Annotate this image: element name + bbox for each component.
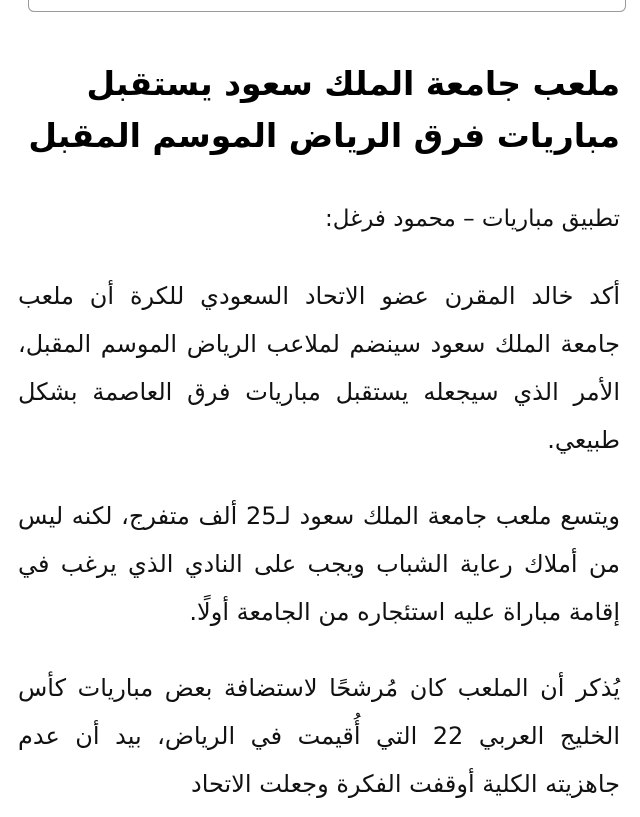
article [18,58,620,808]
article-paragraph-2: ويتسع ملعب جامعة الملك سعود لـ25 ألف متفرج، لكنه ليس من أملاك رعاية الشباب ويجب على النادي الذي يرغب في إقامة مباراة عليه استئجاره من الجامعة أولًا. [18,502,620,626]
article-paragraph-3: يُذكر أن الملعب كان مُرشحًا لاستضافة بعض مباريات كأس الخليج العربي 22 التي أُقيمت في الرياض، بيد أن عدم جاهزيته الكلية أوقفت الفكرة وجعلت الاتحاد [18,674,620,798]
article-headline: ملعب جامعة الملك سعود يستقبل مباريات فرق الرياض الموسم المقبل [28,64,620,155]
article-paragraph-1: أكد خالد المقرن عضو الاتحاد السعودي للكرة أن ملعب جامعة الملك سعود سينضم لملاعب الرياض الموسم المقبل، الأمر الذي سيجعله يستقبل مباريات فرق العاصمة بشكل طبيعي. [18,282,620,454]
article-byline: تطبيق مباريات – محمود فرغل: [325,206,620,232]
previous-card-edge [28,0,626,12]
